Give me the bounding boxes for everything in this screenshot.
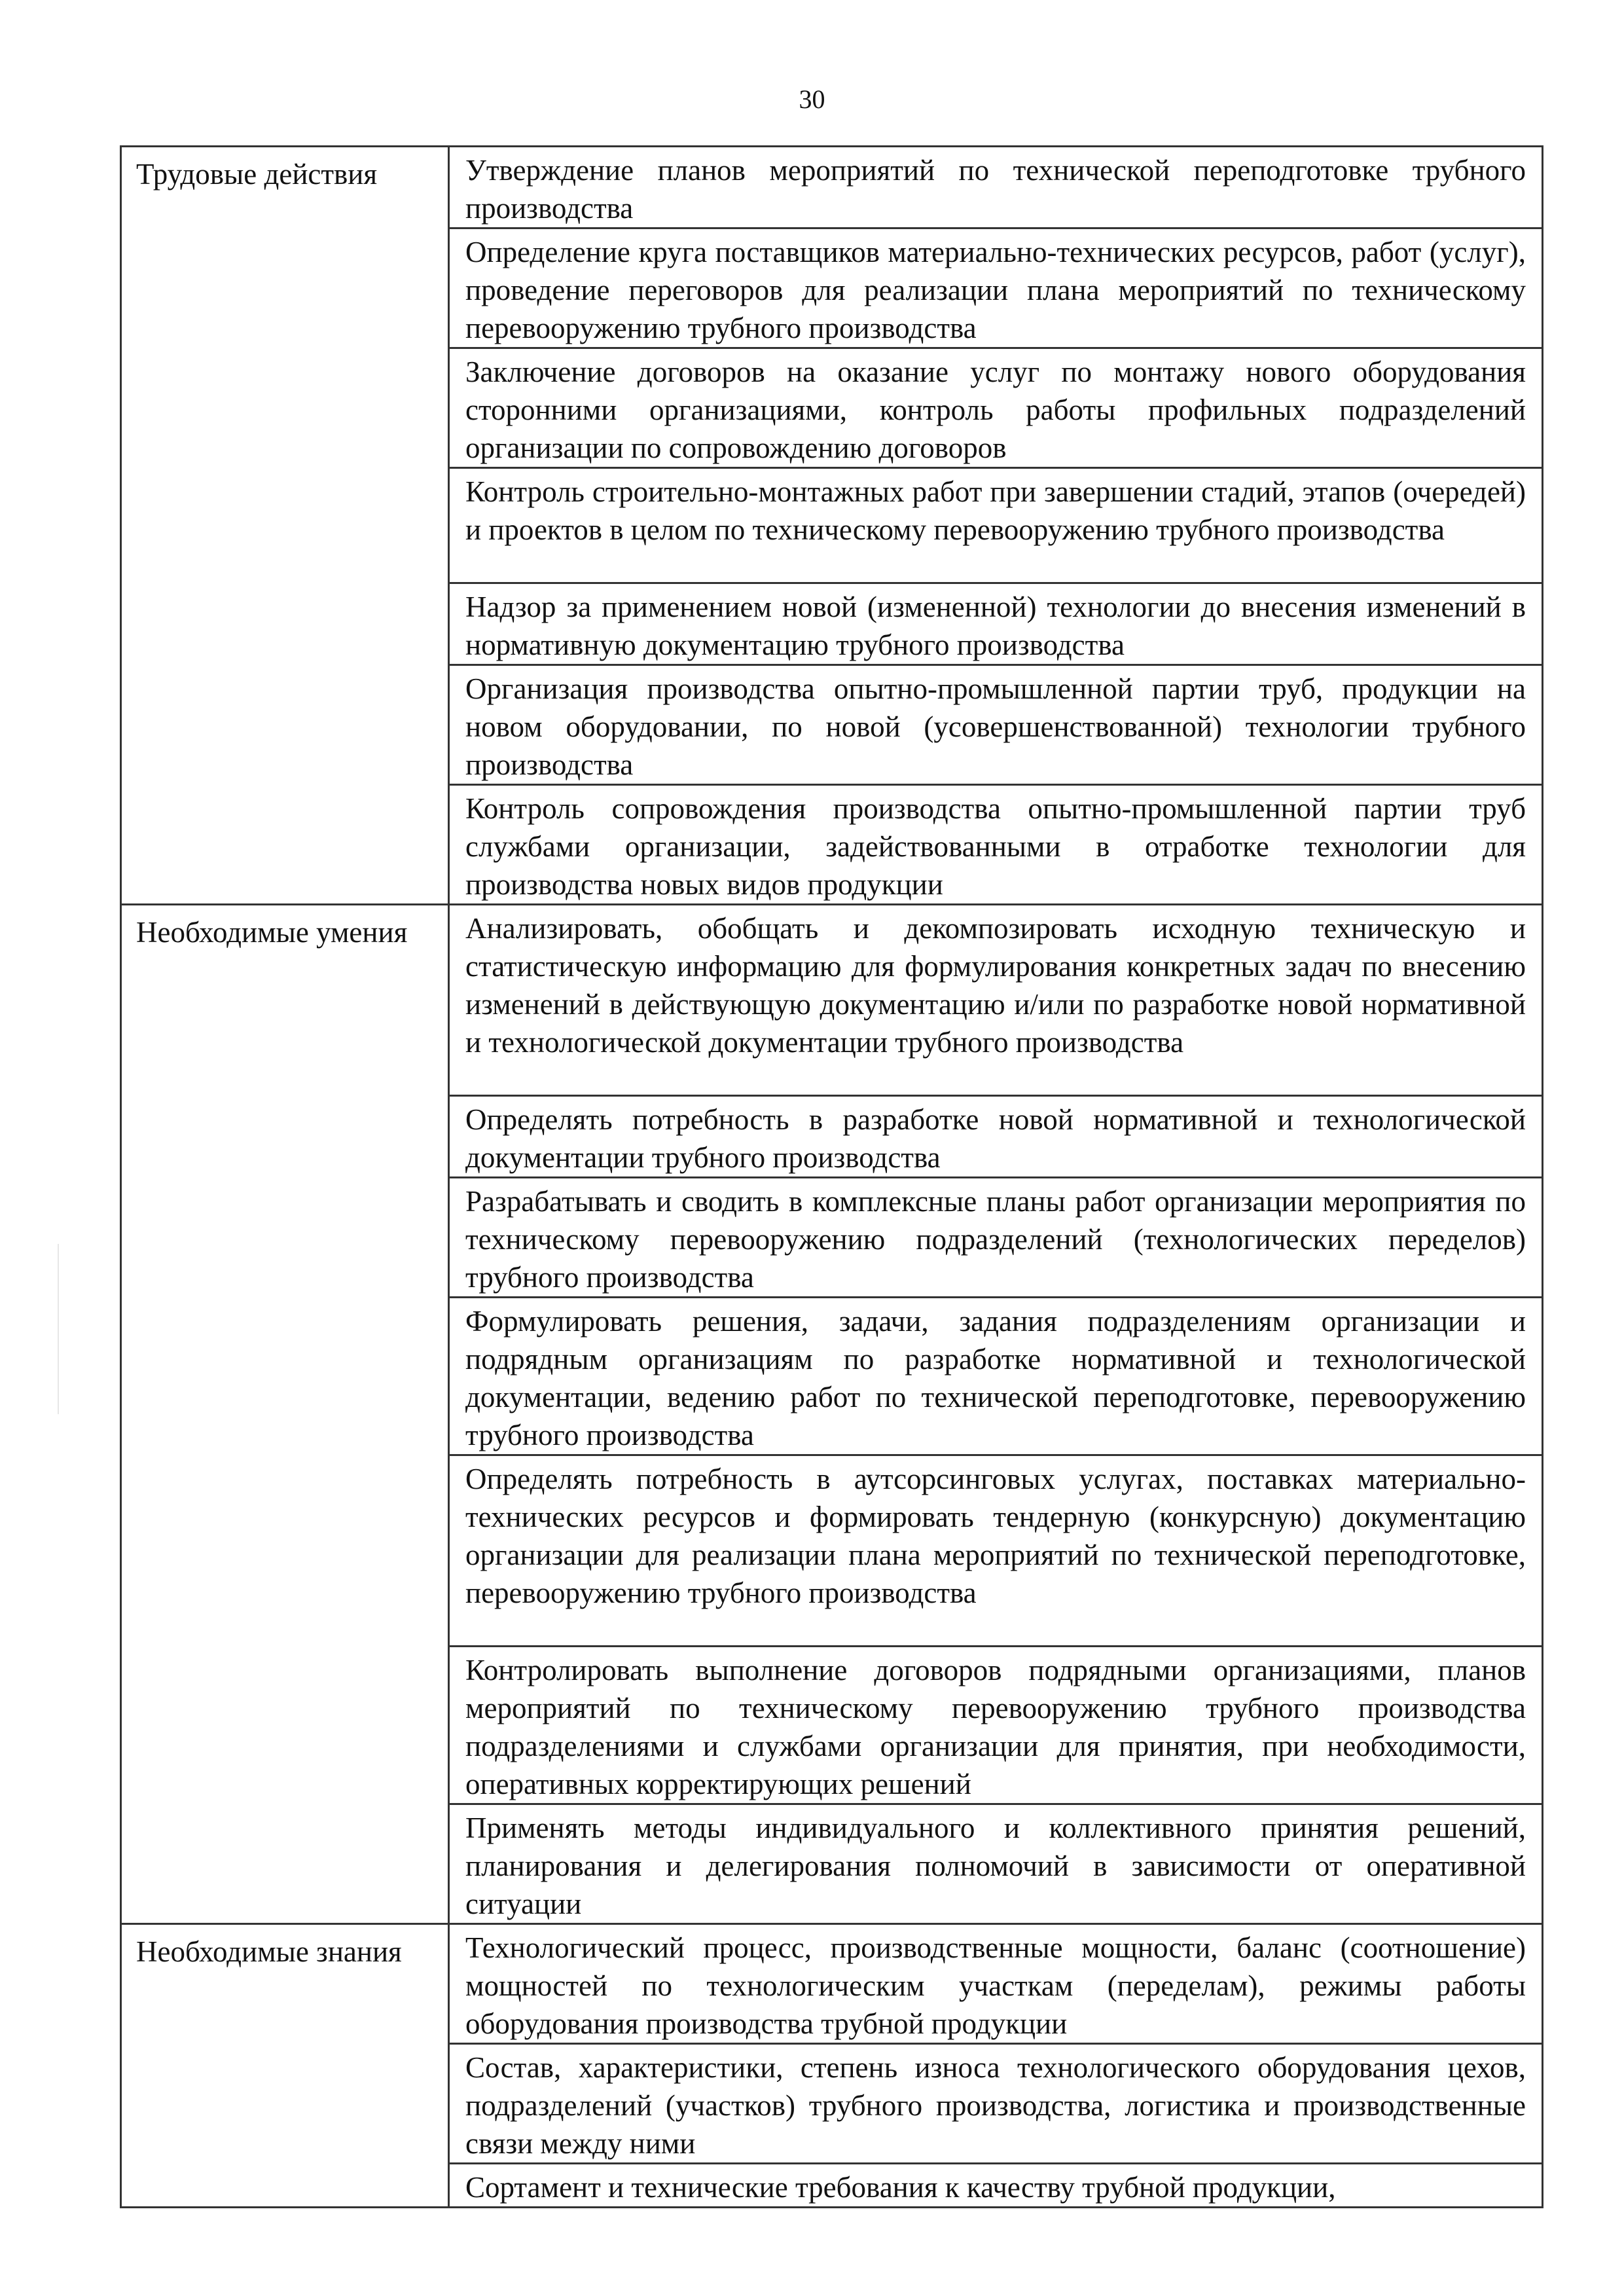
table-cell: Надзор за применением новой (измененной) технологии до внесения изменений в нормативную документацию трубного производства <box>449 583 1543 665</box>
table-cell: Разрабатывать и сводить в комплексные планы работ организации мероприятия по техническому перевооружению подразделений (технологических переделов) трубного производства <box>449 1178 1543 1298</box>
table-cell: Организация производства опытно-промышленной партии труб, продукции на новом оборудовании, по новой (усовершенствованной) технологии трубного производства <box>449 665 1543 785</box>
section-label-required-skills: Необходимые умения <box>121 905 449 1924</box>
section-label-required-knowledge: Необходимые знания <box>121 1924 449 2208</box>
labor-functions-table <box>120 145 1543 2208</box>
table-cell: Технологический процесс, производственные мощности, баланс (соотношение) мощностей по технологическим участкам (переделам), режимы работы оборудования производства трубной продукции <box>449 1924 1543 2044</box>
table-cell: Заключение договоров на оказание услуг по монтажу нового оборудования сторонними организациями, контроль работы профильных подразделений организации по сопровождению договоров <box>449 348 1543 468</box>
table-cell: Анализировать, обобщать и декомпозировать исходную техническую и статистическую информацию для формулирования конкретных задач по внесению изменений в действующую документацию и/или по разработке новой нормативной и технологической документации трубного производства <box>449 905 1543 1096</box>
table-cell: Определять потребность в аутсорсинговых услугах, поставках материально-технических ресурсов и формировать тендерную (конкурсную) документацию организации для реализации плана мероприятий по технической переподготовке, перевооружению трубного производства <box>449 1455 1543 1647</box>
table-row <box>121 905 1543 1096</box>
table-cell: Сортамент и технические требования к качеству трубной продукции, <box>449 2164 1543 2208</box>
table-row <box>121 1924 1543 2044</box>
table-cell: Состав, характеристики, степень износа технологического оборудования цехов, подразделений (участков) трубного производства, логистика и производственные связи между ними <box>449 2044 1543 2164</box>
table-cell: Утверждение планов мероприятий по технической переподготовке трубного производства <box>449 147 1543 228</box>
scan-margin-mark <box>58 1244 59 1414</box>
table-cell: Определять потребность в разработке новой нормативной и технологической документации трубного производства <box>449 1096 1543 1178</box>
table-cell: Контроль сопровождения производства опытно-промышленной партии труб службами организации, задействованными в отработке технологии для производства новых видов продукции <box>449 785 1543 905</box>
table-cell: Формулировать решения, задачи, задания подразделениям организации и подрядным организациям по разработке нормативной и технологической документации, ведению работ по технической переподготовке, перевооружению трубного производства <box>449 1298 1543 1455</box>
table-cell: Контролировать выполнение договоров подрядными организациями, планов мероприятий по техническому перевооружению трубного производства подразделениями и службами организации для принятия, при необходимости, оперативных корректирующих решений <box>449 1647 1543 1804</box>
table-cell: Применять методы индивидуального и коллективного принятия решений, планирования и делегирования полномочий в зависимости от оперативной ситуации <box>449 1804 1543 1924</box>
section-label-labor-actions: Трудовые действия <box>121 147 449 905</box>
table-cell: Определение круга поставщиков материально-технических ресурсов, работ (услуг), проведение переговоров для реализации плана мероприятий по техническому перевооружению трубного производства <box>449 228 1543 348</box>
page-number: 30 <box>799 84 825 114</box>
table-cell: Контроль строительно-монтажных работ при завершении стадий, этапов (очередей) и проектов в целом по техническому перевооружению трубного производства <box>449 468 1543 583</box>
table-row <box>121 147 1543 228</box>
